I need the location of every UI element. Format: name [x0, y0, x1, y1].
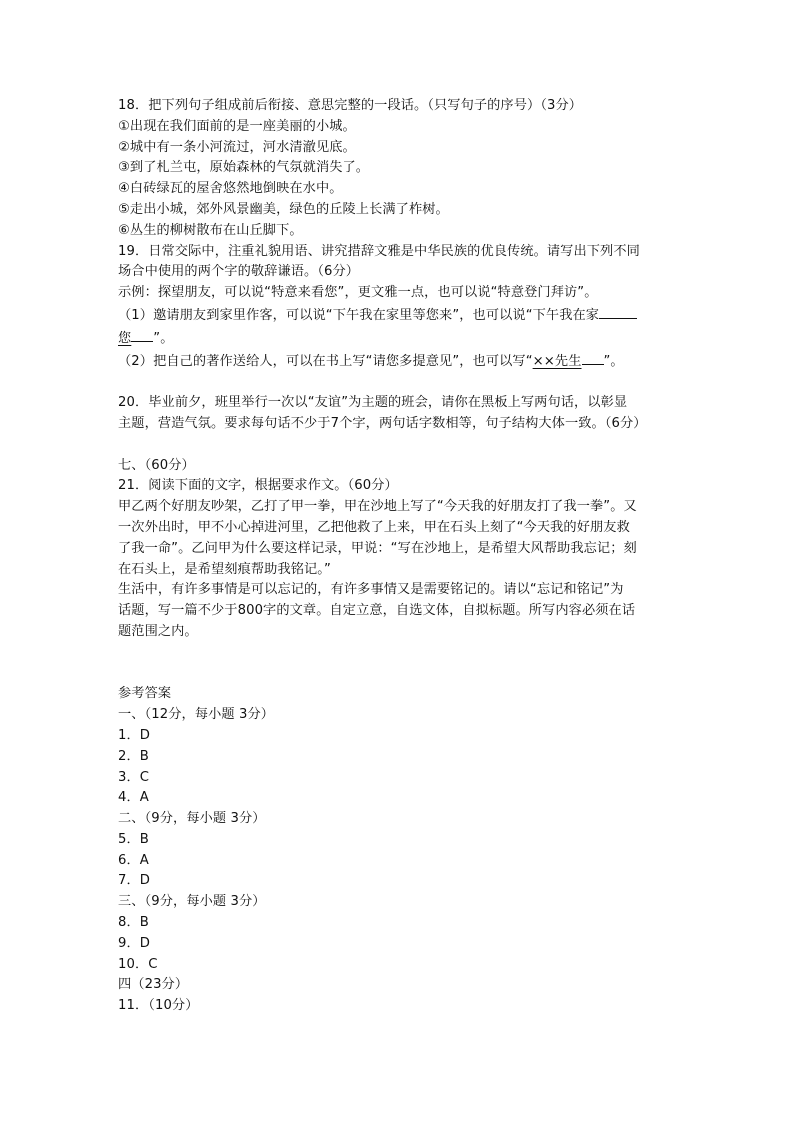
q18-item: ③到了札兰屯，原始森林的气氛就消失了。	[118, 160, 370, 176]
q19-item1-underlined: 您	[118, 330, 132, 346]
q19-item1-line2	[118, 327, 678, 350]
q21-prompt-line: 话题，写一篇不少于800字的文章。自定立意，自选文体，自拟标题。所写内容必须在话	[118, 603, 636, 619]
q21-passage-line: 甲乙两个好朋友吵架，乙打了甲一拳，甲在沙地上写了“今天我的好朋友打了我一拳”。又	[118, 499, 637, 515]
answers-line: 一、（12分，每小题 3分）	[118, 707, 275, 723]
section7-heading: 七、（60分）	[118, 457, 195, 473]
spacer	[118, 435, 678, 456]
answer-blank	[599, 304, 637, 319]
q19-item1-text: （1）邀请朋友到家里作客，可以说“下午我在家里等您来”，也可以说“下午我在家	[118, 307, 600, 323]
q21-passage-line: 在石头上，是希望刻痕帮助我铭记。”	[118, 561, 331, 577]
q19-item2	[118, 350, 678, 373]
answers-line: 2．B	[118, 748, 149, 764]
answer-blank	[582, 350, 604, 365]
q20-line2: 主题，营造气氛。要求每句话不少于7个字，两句话字数相等，句子结构大体一致。（6分）	[118, 415, 647, 431]
q19-item2-text: （2）把自己的著作送给人，可以在书上写“请您多提意见”，也可以写“	[118, 353, 533, 369]
answer-blank	[131, 327, 153, 342]
answers-line: 1．D	[118, 727, 151, 743]
answers-line: 4．A	[118, 790, 149, 806]
q21-prompt-line: 生活中，有许多事情是可以忘记的，有许多事情又是需要铭记的。请以“忘记和铭记”为	[118, 582, 624, 598]
q21-title: 21．阅读下面的文字，根据要求作文。（60分）	[118, 478, 398, 494]
answers-line: 8．B	[118, 915, 149, 931]
answers-line: 三、（9分，每小题 3分）	[118, 894, 266, 910]
q21-passage-line: 一次外出时，甲不小心掉进河里，乙把他救了上来，甲在石头上刻了“今天我的好朋友救	[118, 519, 630, 535]
answers-line: 6．A	[118, 852, 149, 868]
answers-line: 7．D	[118, 873, 151, 889]
q19-item2-end: ”。	[603, 353, 624, 369]
q19-item1-line1	[118, 304, 678, 327]
spacer	[118, 372, 678, 393]
q18-item: ④白砖绿瓦的屋舍悠然地倒映在水中。	[118, 181, 343, 197]
q21-prompt-line: 题范围之内。	[118, 623, 198, 639]
q18-item: ①出现在我们面前的是一座美丽的小城。	[118, 118, 356, 134]
q18-item: ⑤走出小城，郊外风景幽美，绿色的丘陵上长满了柞树。	[118, 201, 449, 217]
q21-passage-line: 了我一命”。乙问甲为什么要这样记录，甲说：“写在沙地上，是希望大风帮助我忘记；刻	[118, 540, 637, 556]
q18-item: ②城中有一条小河流过，河水清澈见底。	[118, 139, 356, 155]
answers-line: 四（23分）	[118, 977, 189, 993]
answers-line: 10．C	[118, 956, 158, 972]
q19-example: 示例：探望朋友，可以说“特意来看您”，更文雅一点，也可以说“特意登门拜访”。	[118, 285, 598, 301]
q19-item1-end: ”。	[153, 330, 174, 346]
q20-line1: 20．毕业前夕，班里举行一次以“友谊”为主题的班会，请你在黑板上写两句话，以彰显	[118, 395, 628, 411]
q19-title-line2: 场合中使用的两个字的敬辞谦语。（6分）	[118, 264, 360, 280]
q19-title-line1: 19．日常交际中，注重礼貌用语、讲究措辞文雅是中华民族的优良传统。请写出下列不同	[118, 243, 640, 259]
q19-item2-underlined: ××先生	[532, 353, 582, 369]
answers-line: 11．（10分）	[118, 998, 199, 1014]
answers-line: 9．D	[118, 935, 151, 951]
answers-line: 3．C	[118, 769, 150, 785]
answers-line: 5．B	[118, 831, 149, 847]
answers-line: 二、（9分，每小题 3分）	[118, 811, 266, 827]
document-body	[118, 96, 678, 1017]
q18-item: ⑥丛生的柳树散布在山丘脚下。	[118, 222, 303, 238]
spacer	[118, 643, 678, 685]
q18-title: 18．把下列句子组成前后衔接、意思完整的一段话。（只写句子的序号）（3分）	[118, 98, 583, 113]
answers-title: 参考答案	[118, 686, 172, 702]
